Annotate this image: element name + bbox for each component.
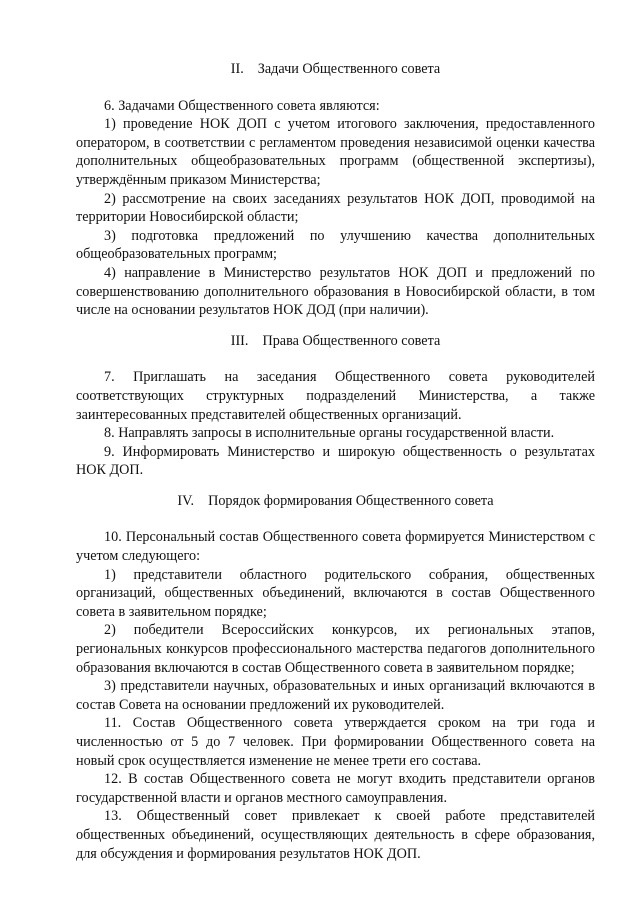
paragraph: 3) подготовка предложений по улучшению качества дополнительных общеобразовательных программ; (76, 227, 595, 263)
section-title: Задачи Общественного совета (257, 61, 441, 77)
paragraph: 2) рассмотрение на своих заседаниях результатов НОК ДОП, проводимой на территории Новосибирской области; (76, 190, 595, 226)
paragraph: 12. В состав Общественного совета не могут входить представители органов государственной власти и органов местного самоуправления. (76, 771, 595, 806)
section-number: IV. (177, 492, 195, 509)
paragraph: 8. Направлять запросы в исполнительные органы государственной власти. (104, 425, 555, 442)
paragraph: 11. Состав Общественного совета утверждается сроком на три года и численностью от 5 до 7 человек. При формировании Общественного совета на новый срок осуществляется изменение не менее трети его состава. (76, 715, 595, 769)
section-heading (76, 332, 595, 351)
paragraph: 3) представители научных, образовательных и иных организаций включаются в состав Совета на основании предложений их руководителей. (76, 678, 595, 713)
paragraph: 4) направление в Министерство результатов НОК ДОП и предложений по совершенствованию дополнительного образования в Новосибирской области, в том числе на основании результатов НОК ДОД (при наличии). (76, 264, 595, 319)
paragraph: 1) проведение НОК ДОП с учетом итогового заключения, предоставленного оператором, в соответствии с регламентом проведения независимой оценки качества дополнительных общеобразовательных программ (общественной экспертизы), утверждённым приказом Министерства; (76, 116, 595, 188)
section-number: III. (230, 332, 249, 349)
section-heading (76, 492, 595, 511)
document-page (76, 60, 595, 863)
paragraph: 1) представители областного родительского собрания, общественных организаций, общественных объединений, включаются в состав Общественного совета в заявительном порядке; (76, 566, 595, 620)
paragraph: 9. Информировать Министерство и широкую общественность о результатах НОК ДОП. (76, 443, 595, 479)
section-number: II. (230, 61, 244, 77)
paragraph: 10. Персональный состав Общественного совета формируется Министерством с учетом следующего: (76, 529, 595, 565)
section-title: Порядок формирования Общественного совета (208, 492, 494, 509)
paragraph: 2) победители Всероссийских конкурсов, их региональных этапов, региональных конкурсов профессионального мастерства педагогов дополнительного образования включаются в состав Общественного совета в заявительном порядке; (76, 622, 595, 676)
section-heading (76, 60, 595, 79)
section-title: Права Общественного совета (262, 332, 441, 349)
paragraph: 13. Общественный совет привлекает к своей работе представителей общественных объединений, осуществляющих деятельность в сфере образования, для обсуждения и формирования результатов НОК ДОП. (76, 808, 595, 862)
paragraph: 6. Задачами Общественного совета являются: (104, 97, 380, 114)
paragraph: 7. Приглашать на заседания Общественного совета руководителей соответствующих структурных подразделений Министерства, а также заинтересованных представителей общественных организаций. (76, 369, 595, 423)
